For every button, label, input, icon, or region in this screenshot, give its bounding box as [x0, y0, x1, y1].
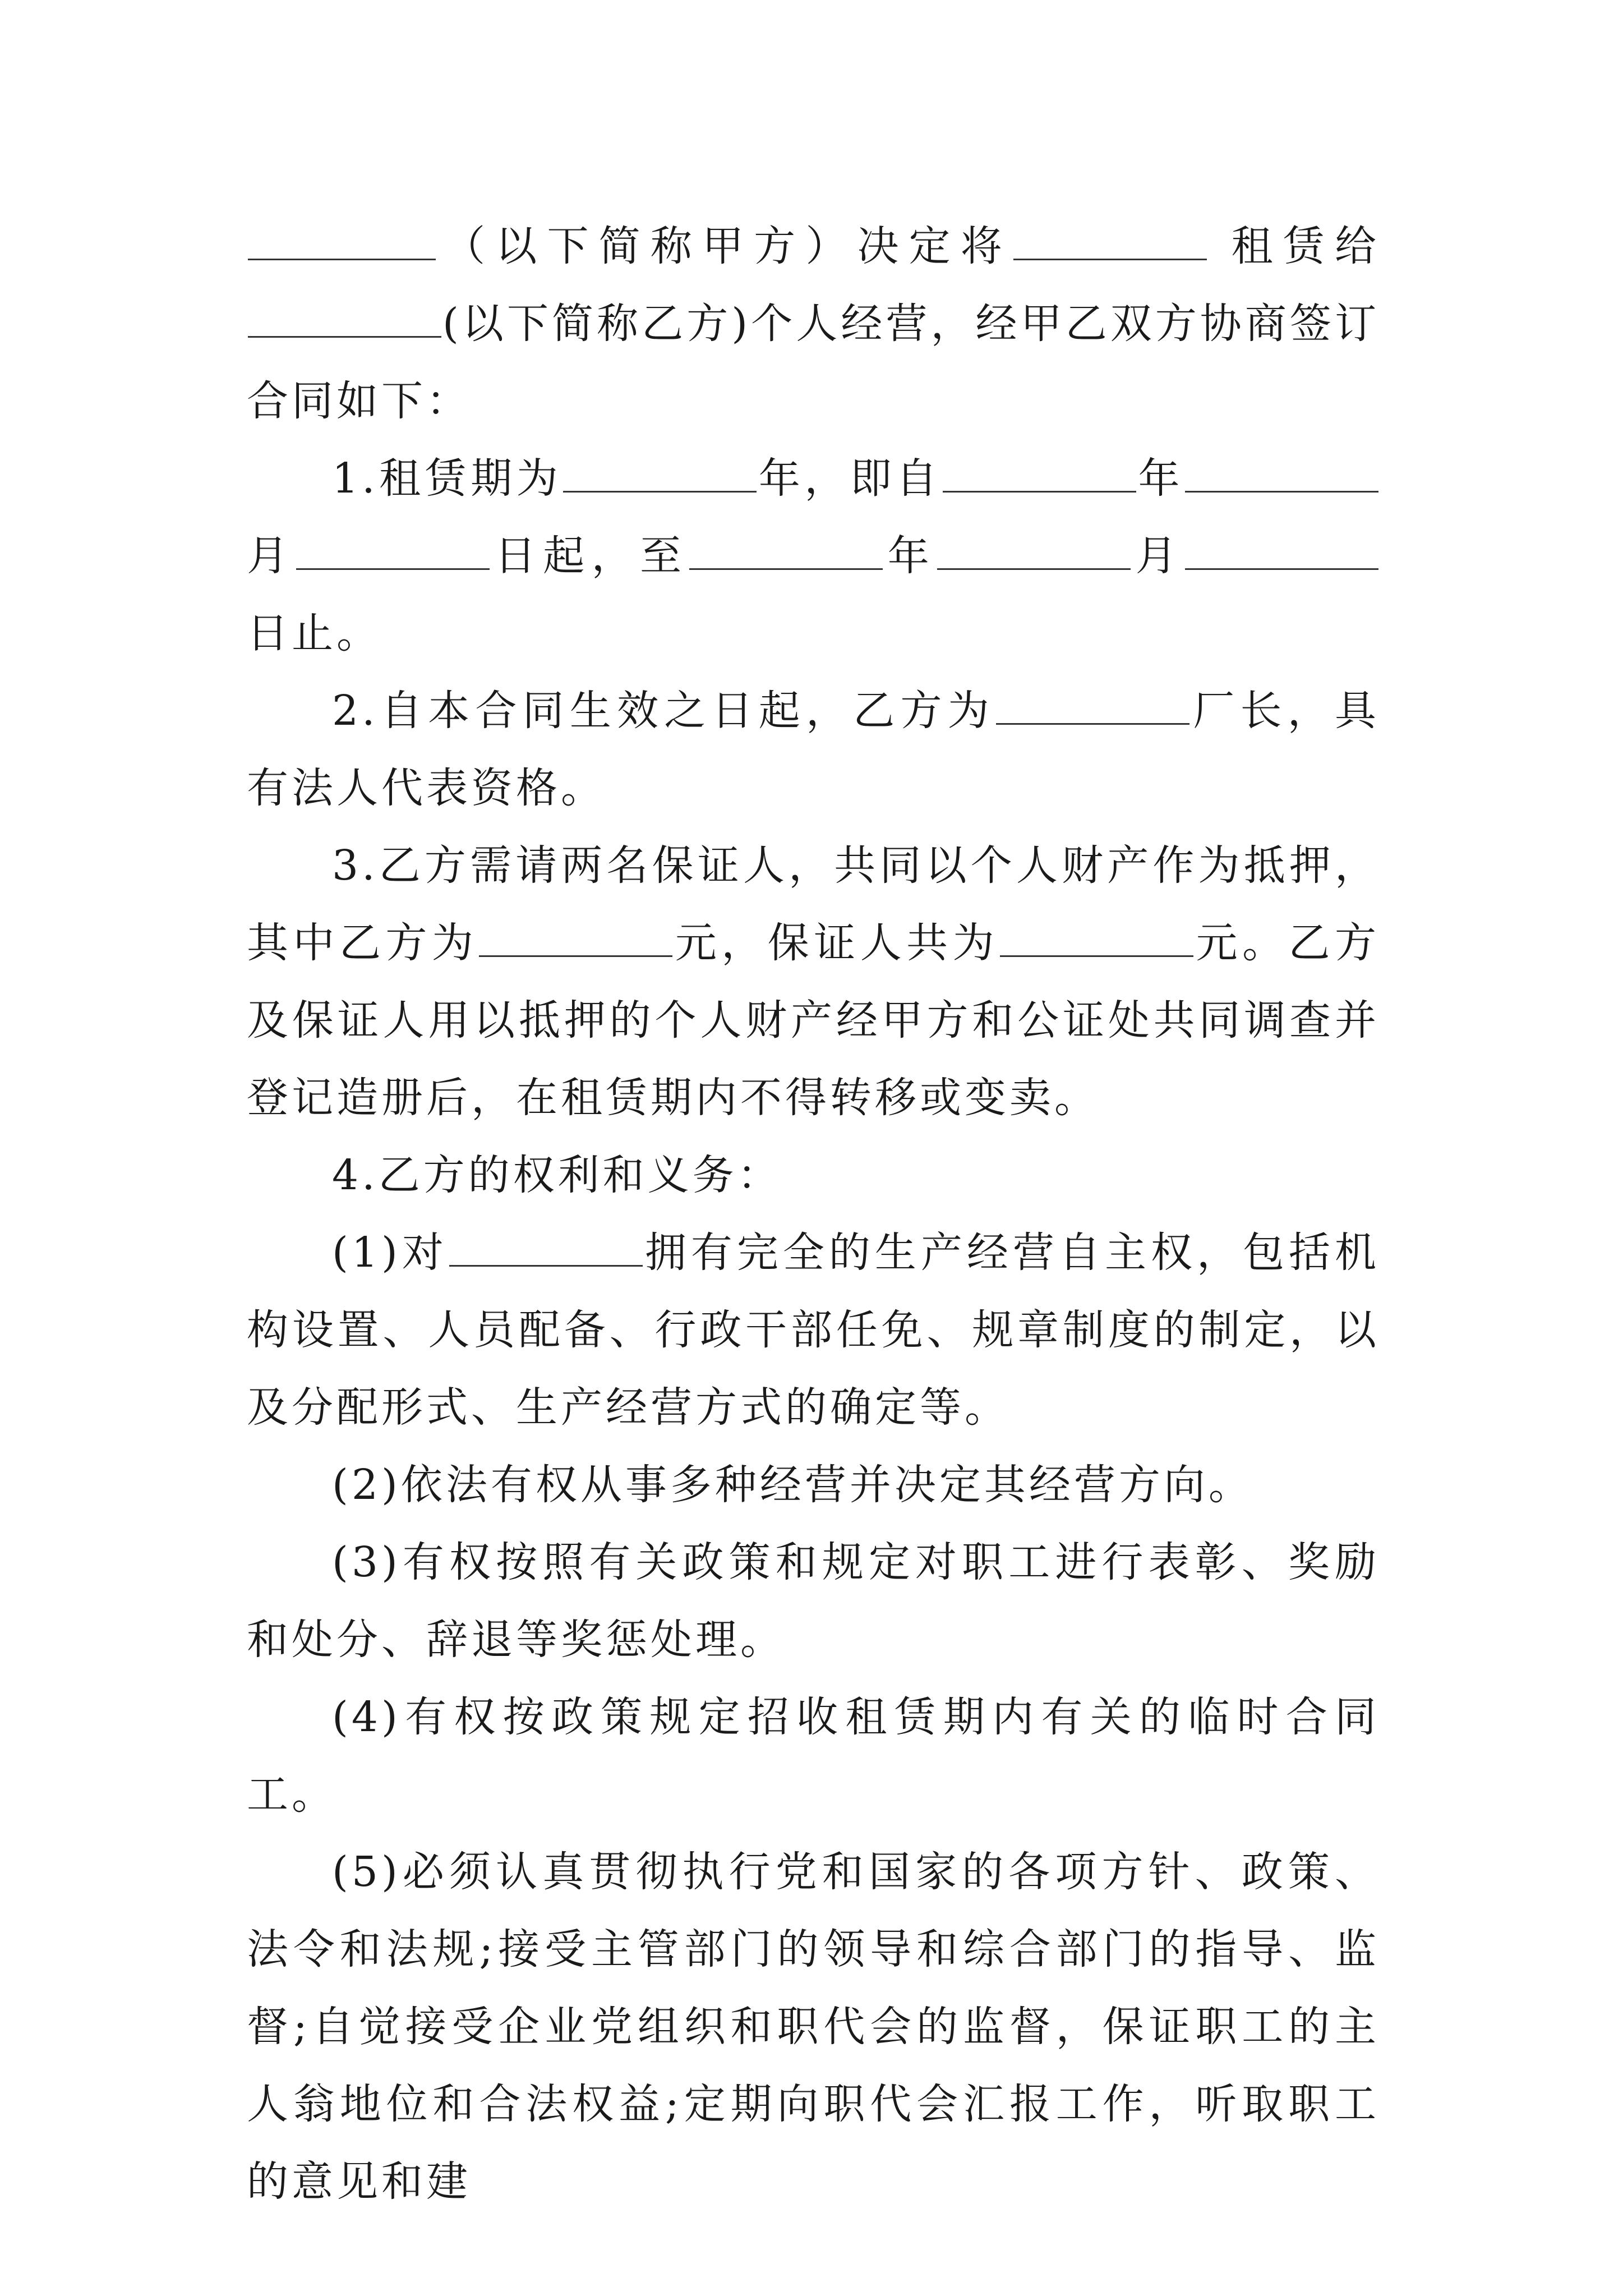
lessee-collateral-amount-blank[interactable] [479, 922, 672, 957]
clause-4-2-business-scope: (2)依法有权从事多种经营并决定其经营方向。 [332, 1461, 1253, 1509]
clause-1-lease-term: 1.租赁期为 年，即自 年月 日起，至 年 月日止。 [247, 440, 1380, 672]
end-day-blank[interactable] [1185, 535, 1378, 570]
clause-4-3-rewards-penalties: (3)有权按照有关政策和规定对职工进行表彰、奖励和处分、辞退等奖惩处理。 [247, 1538, 1380, 1664]
leased-property-blank[interactable] [1013, 225, 1207, 260]
lessee-name-blank[interactable] [248, 302, 441, 338]
factory-name-blank[interactable] [996, 689, 1189, 725]
enterprise-name-blank[interactable] [449, 1231, 643, 1267]
start-year-blank[interactable] [943, 457, 1136, 493]
clause-4-4-temporary-workers: (4)有权按政策规定招收租赁期内有关的临时合同工。 [247, 1693, 1380, 1819]
clause-3-guarantors: 3.乙方需请两名保证人，共同以个人财产作为抵押，其中乙方为 元，保证人共为 元。乙方及保证人用以抵押的个人财产经甲方和公证处共同调查并登记造册后，在租赁期内不得转移或变卖。 [247, 841, 1380, 1122]
clause-4-rights-duties: 4.乙方的权利和义务： [332, 1151, 782, 1199]
clause-4-5-obligations: (5)必须认真贯彻执行党和国家的各项方针、政策、法令和法规;接受主管部门的领导和综合部门的指导、监督;自觉接受企业党组织和职代会的监督，保证职工的主人翁地位和合法权益;定期向职代会汇报工作，听取职工的意见和建 [247, 1848, 1380, 2206]
lessor-name-blank[interactable] [248, 225, 436, 260]
clause-2-director: 2.自本合同生效之日起，乙方为 厂长，具有法人代表资格。 [247, 687, 1380, 812]
clause-4-1-autonomy: (1)对 拥有完全的生产经营自主权，包括机构设置、人员配备、行政干部任免、规章制度的制定，以及分配形式、生产经营方式的确定等。 [247, 1228, 1380, 1432]
intro-paragraph: （以下简称甲方）决定将 租赁给(以下简称乙方)个人经营，经甲乙双方协商签订合同如下： [247, 222, 1380, 425]
start-day-blank[interactable] [296, 535, 490, 570]
end-month-blank[interactable] [937, 535, 1131, 570]
end-year-blank[interactable] [689, 535, 883, 570]
contract-body [247, 208, 1380, 2220]
start-month-blank[interactable] [1185, 457, 1378, 493]
guarantor-collateral-amount-blank[interactable] [1000, 922, 1193, 957]
lease-years-blank[interactable] [563, 457, 757, 493]
